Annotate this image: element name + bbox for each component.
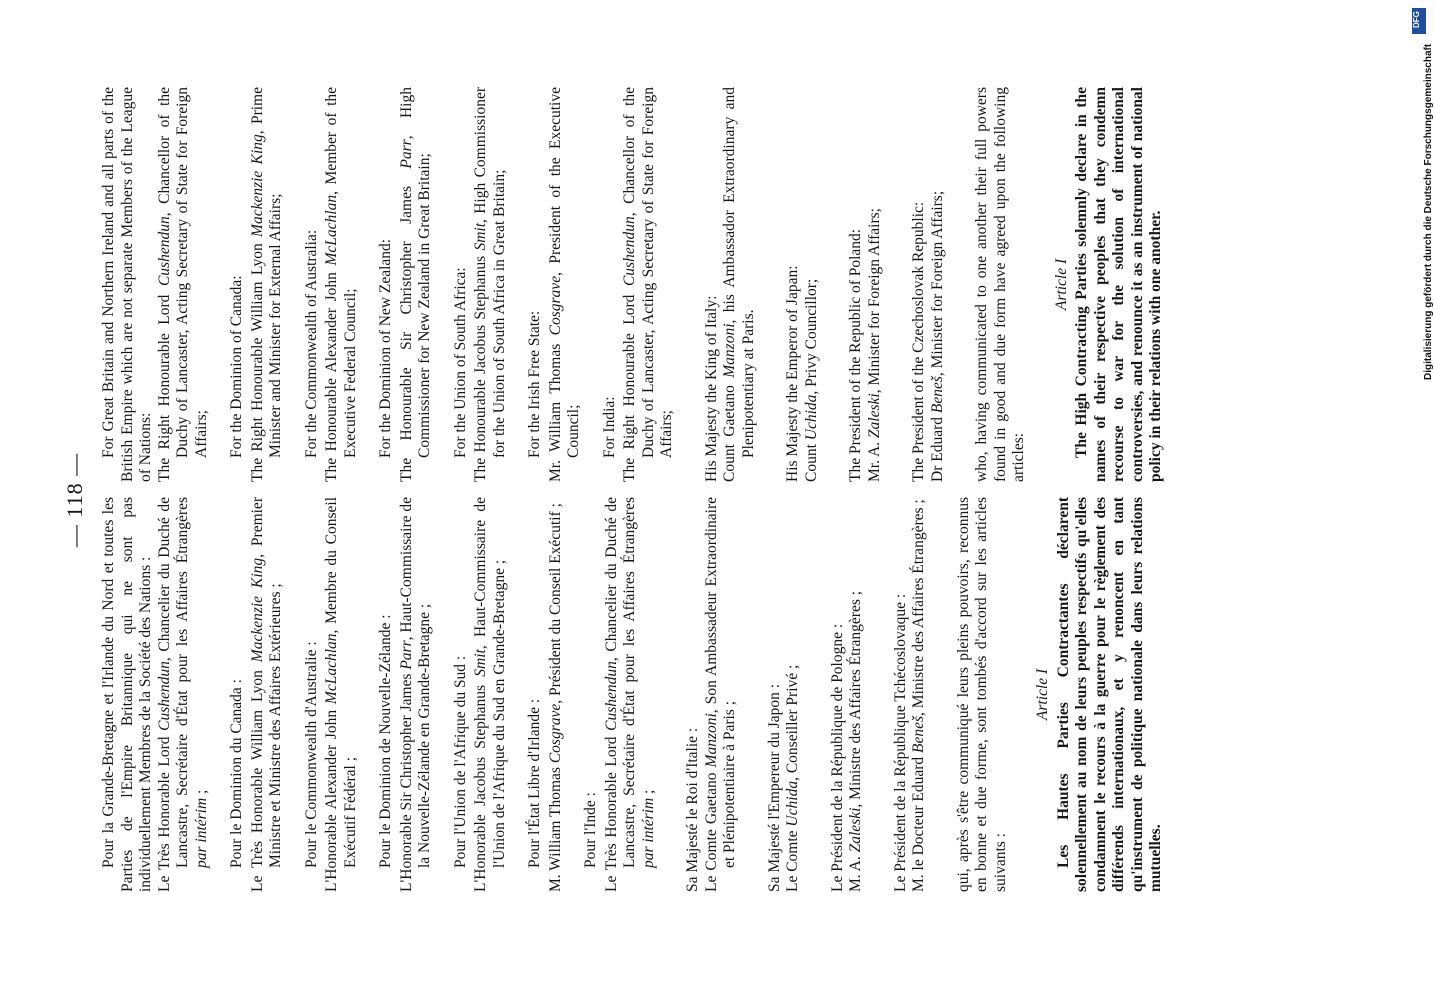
name-cushendun: Cushendun xyxy=(621,216,638,287)
name-cosgrave: Cosgrave xyxy=(546,703,564,764)
signatory-canada: The Right Honourable William Lyon Mackenzie King, Prime Minister and Minister for External Affairs; xyxy=(248,87,284,482)
article-text: The High Contracting Parties solemnly declare in the names of their respective peoples that they condemn recourse to war for the solution of international controversies, and renounce it as an instrument of national policy in their relations with one another. xyxy=(1073,87,1164,482)
signatory-heading-japan: Sa Majesté l'Empereur du Japon : xyxy=(765,683,783,892)
digitization-credit-text: Digitalisierung gefördert durch die Deutsche Forschungsgemeinschaft xyxy=(1423,43,1434,380)
article-text: Les Hautes Parties Contractantes déclarent solennellement au nom de leurs peuples respectifs qu'elles condamnent le recours à la guerre pour le règlement des différends internationaux, et y renoncent en tant qu'instrument de politique nationale dans leurs relations mutuelles. xyxy=(1054,497,1164,892)
digitization-credit xyxy=(1409,6,1434,390)
signatory-new-zealand: L'Honorable Sir Christopher James Parr, Haut-Commissaire de la Nouvelle-Zélande en Grande-Bretagne ; xyxy=(397,497,433,892)
name-smit: Smit xyxy=(472,649,489,677)
signatory-heading-new-zealand: Pour le Dominion de Nouvelle-Zélande : xyxy=(377,614,394,868)
signatory-heading-south-africa: Pour l'Union de l'Afrique du Sud : xyxy=(451,655,469,868)
signatory-australia: The Honourable Alexander John McLachlan, Member of the Executive Federal Council; xyxy=(323,87,359,482)
signatory-heading-india: Pour l'Inde : xyxy=(582,792,599,868)
name-mackenzie-king: Mackenzie King xyxy=(248,557,266,663)
name-cushendun: Cushendun xyxy=(155,216,173,287)
article-heading: Article I xyxy=(1034,668,1051,721)
signatory-italy: Count Gaetano Manzoni, his Ambassador Extraordinary and Plenipotentiary at Paris. xyxy=(721,87,757,482)
signatory-south-africa: The Honourable Jacobus Stephanus Smit, High Commissioner for the Union of South Africa in Great Britain; xyxy=(472,86,508,482)
signatory-heading-irish-free-state: For the Irish Free State: xyxy=(526,310,543,458)
signatory-great-britain: Le Très Honorable Lord Cushendun, Chancelier du Duché de Lancastre, Secrétaire d'État pour les Affaires Étrangères par intérim ; xyxy=(155,497,210,892)
signatory-heading-australia: For the Commonwealth of Australia: xyxy=(302,229,320,458)
english-column xyxy=(100,87,1166,482)
signatory-japan: Le Comte Uchida, Conseiller Privé ; xyxy=(784,664,801,892)
signatory-heading-great-britain: For Great Britain and Northern Ireland and all parts of the British Empire which are not separate Members of the League of Nations: xyxy=(100,87,154,482)
signatory-heading-india: For India: xyxy=(600,396,618,458)
page-number: — 118 — xyxy=(62,452,87,548)
name-manzoni: Manzoni xyxy=(721,323,738,378)
signatory-heading-japan: His Majesty the Emperor of Japan: xyxy=(784,265,801,482)
signatory-great-britain: The Right Honourable Lord Cushendun, Chancellor of the Duchy of Lancaster, Acting Secretary of State for Foreign Affairs; xyxy=(155,87,210,482)
name-zaleski: Zaleski xyxy=(865,393,883,439)
name-uchida: Uchida xyxy=(802,394,820,441)
signatory-heading-canada: Pour le Dominion du Canada : xyxy=(228,679,245,868)
signatory-heading-australia: Pour le Commonwealth d'Australie : xyxy=(302,641,320,868)
signatory-heading-czechoslovakia: The President of the Czechoslovak Republic: xyxy=(910,201,927,482)
name-parr: Parr xyxy=(397,139,415,169)
signatory-canada: Le Très Honorable William Lyon Mackenzie King, Premier Ministre et Ministre des Affaires Extérieures ; xyxy=(248,497,284,892)
signatory-south-africa: L'Honorable Jacobus Stephanus Smit, Haut-Commissaire de l'Union de l'Afrique du Sud en Grande-Bretagne ; xyxy=(472,497,508,892)
signatory-heading-poland: The President of the Republic of Poland: xyxy=(847,228,864,482)
french-column xyxy=(100,497,1166,892)
closing-clause: who, having communicated to one another their full powers found in good and due form have agreed upon the following articles: xyxy=(973,87,1027,482)
signatory-italy: Le Comte Gaetano Manzoni, Son Ambassadeur Extraordinaire et Plénipotentiaire à Paris ; xyxy=(702,496,738,892)
signatory-heading-great-britain: Pour la Grande-Bretagne et l'Irlande du Nord et toutes les Parties de l'Empire Britannique qui ne sont pas individuellement Membres de la Société des Nations : xyxy=(100,497,154,892)
name-cosgrave: Cosgrave xyxy=(546,275,564,336)
signatory-poland: Mr. A. Zaleski, Minister for Foreign Affairs; xyxy=(865,208,883,482)
signatory-czechoslovakia: Dr Eduard Beneš, Minister for Foreign Affairs; xyxy=(928,190,946,482)
name-mclachlan: McLachlan xyxy=(323,194,340,266)
name-zaleski: Zaleski xyxy=(847,807,864,853)
signatory-irish-free-state: Mr. William Thomas Cosgrave, President of the Executive Council; xyxy=(546,87,582,482)
signatory-heading-south-africa: For the Union of South Africa: xyxy=(451,267,469,458)
closing-clause: qui, après s'être communiqué leurs pleins pouvoirs, reconnus en bonne et due forme, sont tombés d'accord sur les articles suivants : xyxy=(954,497,1009,892)
name-uchida: Uchida xyxy=(784,780,801,827)
signatory-heading-new-zealand: For the Dominion of New Zealand: xyxy=(377,238,394,458)
signatory-japan: Count Uchida, Privy Councillor; xyxy=(802,278,820,482)
name-smit: Smit xyxy=(472,222,489,251)
signatory-australia: L'Honorable Alexander John McLachlan, Membre du Conseil Exécutif Fédéral ; xyxy=(323,497,359,892)
signatory-heading-canada: For the Dominion of Canada: xyxy=(228,275,245,458)
signatory-heading-czechoslovakia: Le Président de la République Tchécoslovaque : xyxy=(891,593,909,892)
name-cushendun: Cushendun xyxy=(602,661,620,731)
name-parr: Parr xyxy=(397,640,415,670)
signatory-poland: M. A. Zaleski, Ministre des Affaires Étrangères ; xyxy=(847,590,864,892)
name-mackenzie-king: Mackenzie King xyxy=(248,134,266,237)
signatory-czechoslovakia: M. le Docteur Eduard Beneš, Ministre des Affaires Étrangères ; xyxy=(910,499,927,892)
name-benes: Beneš xyxy=(928,376,946,414)
name-manzoni: Manzoni xyxy=(702,713,720,768)
signatory-india: The Right Honourable Lord Cushendun, Chancellor of the Duchy of Lancaster, Acting Secretary of State for Foreign Affairs; xyxy=(621,87,675,482)
name-cushendun: Cushendun xyxy=(155,661,173,731)
name-benes: Beneš xyxy=(910,715,927,753)
signatory-irish-free-state: M. William Thomas Cosgrave, Président du Conseil Exécutif ; xyxy=(546,503,564,892)
signatory-heading-irish-free-state: Pour l'État Libre d'Irlande : xyxy=(526,698,543,868)
signatory-heading-poland: Le Président de la République de Pologne : xyxy=(828,623,846,892)
dfg-logo: DFG xyxy=(1412,8,1426,34)
article-heading: Article I xyxy=(1052,258,1070,311)
signatory-india: Le Très Honorable Lord Cushendun, Chancelier du Duché de Lancastre, Secrétaire d'État pour les Affaires Étrangères par intérim ; xyxy=(602,497,657,892)
signatory-heading-italy: His Majesty the King of Italy: xyxy=(702,295,720,482)
name-mclachlan: McLachlan xyxy=(323,633,340,705)
signatory-heading-italy: Sa Majesté le Roi d'Italie : xyxy=(684,727,701,892)
signatory-new-zealand: The Honourable Sir Christopher James Parr, High Commissioner for New Zealand in Great Britain; xyxy=(397,87,433,482)
